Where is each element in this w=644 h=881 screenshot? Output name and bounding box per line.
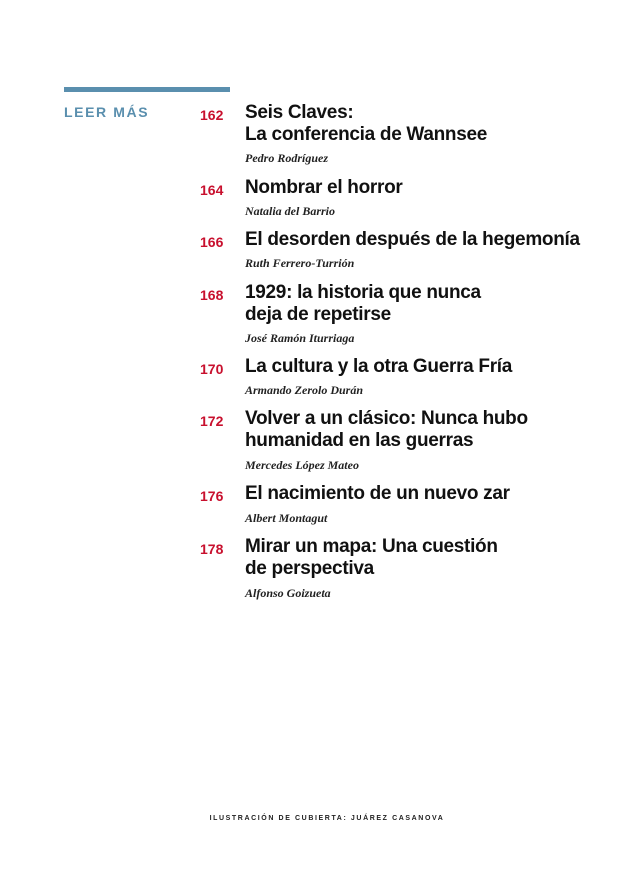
entry-page-number: 166	[200, 234, 224, 250]
entry-title[interactable]: Mirar un mapa: Una cuestión de perspectiva	[245, 536, 498, 579]
entry-author: Albert Montagut	[245, 511, 328, 525]
entry-page-number: 178	[200, 541, 224, 557]
entry-author: Natalia del Barrio	[245, 204, 336, 218]
entry-page-number: 176	[200, 488, 224, 504]
entry-title[interactable]: El desorden después de la hegemonía	[245, 229, 580, 250]
entry-title[interactable]: Volver a un clásico: Nunca hubo humanidad en las guerras	[245, 408, 528, 451]
entry-title[interactable]: El nacimiento de un nuevo zar	[245, 483, 510, 504]
cover-credit: ILUSTRACIÓN DE CUBIERTA: JUÁREZ CASANOVA	[209, 815, 445, 822]
entry-page-number: 168	[200, 287, 224, 303]
entry-author: Alfonso Goizueta	[245, 586, 331, 600]
entry-title[interactable]: La cultura y la otra Guerra Fría	[245, 356, 513, 377]
entry-author: José Ramón Iturriaga	[245, 331, 355, 345]
entry-page-number: 164	[200, 182, 224, 198]
entry-title[interactable]: 1929: la historia que nunca deja de repetirse	[245, 282, 481, 325]
entry-page-number: 170	[200, 361, 224, 377]
entry-page-number: 162	[200, 107, 224, 123]
section-rule	[64, 87, 230, 92]
entry-author: Mercedes López Mateo	[245, 458, 359, 472]
entry-page-number: 172	[200, 413, 224, 429]
entry-title[interactable]: Seis Claves: La conferencia de Wannsee	[245, 102, 488, 145]
entry-author: Armando Zerolo Durán	[245, 383, 364, 397]
entry-title[interactable]: Nombrar el horror	[245, 177, 403, 198]
entry-author: Pedro Rodríguez	[245, 151, 329, 165]
section-label: LEER MÁS	[64, 104, 150, 120]
entry-author: Ruth Ferrero-Turrión	[245, 256, 355, 270]
